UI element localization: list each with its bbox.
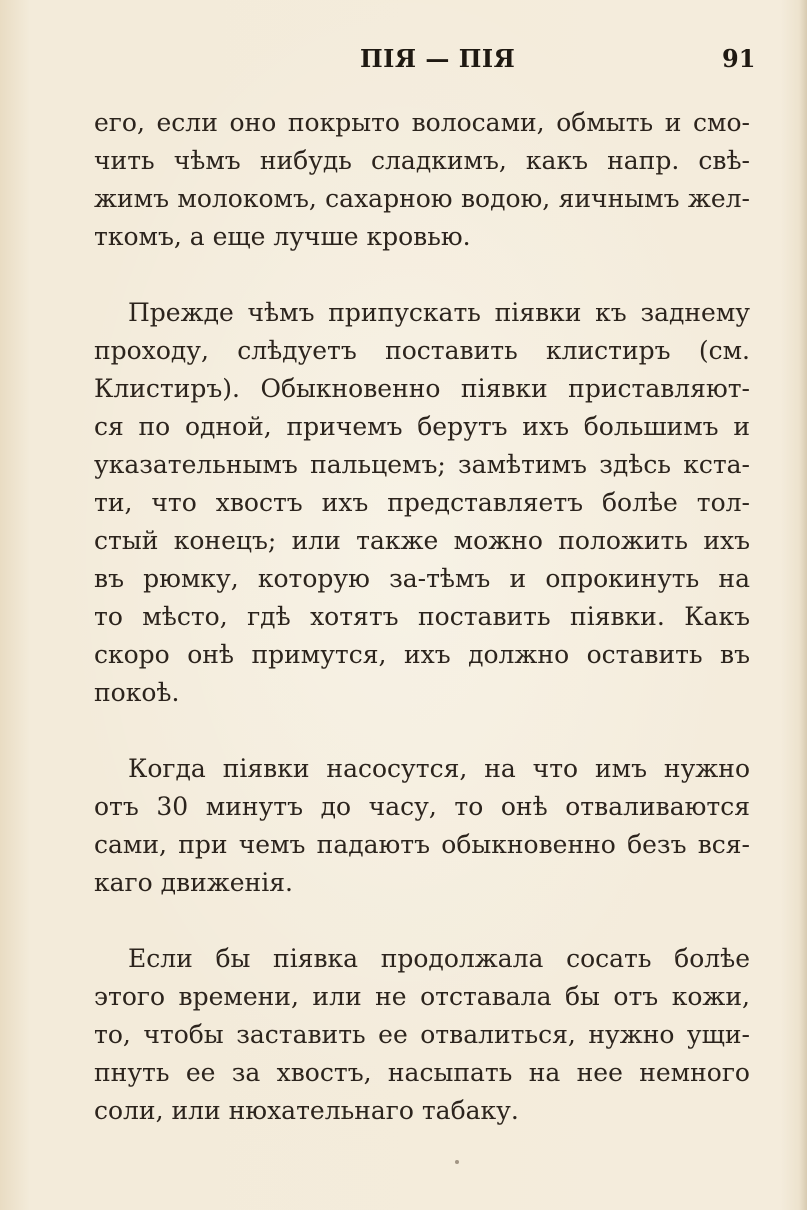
text-line: въ рюмку, которую за-тѣмъ и опрокинуть на: [94, 564, 750, 593]
text-line: Когда піявки насосутся, на что имъ нужно: [128, 754, 750, 783]
text-line: отъ 30 минутъ до часу, то онѣ отваливаются: [94, 792, 750, 821]
paragraph: [94, 294, 750, 712]
text-line: чить чѣмъ нибудь сладкимъ, какъ напр. свѣ-: [94, 146, 750, 175]
page-body: [94, 104, 750, 1168]
text-line: ти, что хвостъ ихъ представляетъ болѣе тол-: [94, 488, 750, 517]
paragraph: [94, 750, 750, 902]
printing-speck: [455, 1160, 459, 1164]
page-edge-shadow: [799, 0, 807, 1210]
text-line: соли, или нюхательнаго табаку.: [94, 1096, 519, 1125]
text-line: жимъ молокомъ, сахарною водою, яичнымъ жел-: [94, 184, 750, 213]
text-line: пнуть ее за хвостъ, насыпать на нее немного: [94, 1058, 750, 1087]
paragraph: [94, 940, 750, 1130]
running-header: ПІЯ — ПІЯ: [360, 44, 516, 73]
text-line: проходу, слѣдуетъ поставить клистиръ (см.: [94, 336, 750, 365]
text-line: Если бы піявка продолжала сосать болѣе: [128, 944, 750, 973]
text-line: скоро онѣ примутся, ихъ должно оставить въ: [94, 640, 750, 669]
text-line: его, если оно покрыто волосами, обмыть и смо-: [94, 108, 750, 137]
text-line: покоѣ.: [94, 678, 180, 707]
text-line: ся по одной, причемъ берутъ ихъ большимъ и: [94, 412, 750, 441]
text-line: этого времени, или не отставала бы отъ кожи,: [94, 982, 750, 1011]
text-line: Клистиръ). Обыкновенно піявки приставляют-: [94, 374, 750, 403]
paragraph: [94, 104, 750, 256]
text-line: Прежде чѣмъ припускать піявки къ заднему: [128, 298, 750, 327]
text-line: указательнымъ пальцемъ; замѣтимъ здѣсь кста-: [94, 450, 750, 479]
text-line: то мѣсто, гдѣ хотятъ поставить піявки. Какъ: [94, 602, 750, 631]
text-line: ткомъ, а еще лучше кровью.: [94, 222, 471, 251]
text-line: каго движенія.: [94, 868, 293, 897]
text-line: сами, при чемъ падаютъ обыкновенно безъ вся-: [94, 830, 750, 859]
text-line: то, чтобы заставить ее отвалиться, нужно ущи-: [94, 1020, 750, 1049]
page-number: 91: [722, 44, 756, 73]
text-line: стый конецъ; или также можно положить ихъ: [94, 526, 750, 555]
